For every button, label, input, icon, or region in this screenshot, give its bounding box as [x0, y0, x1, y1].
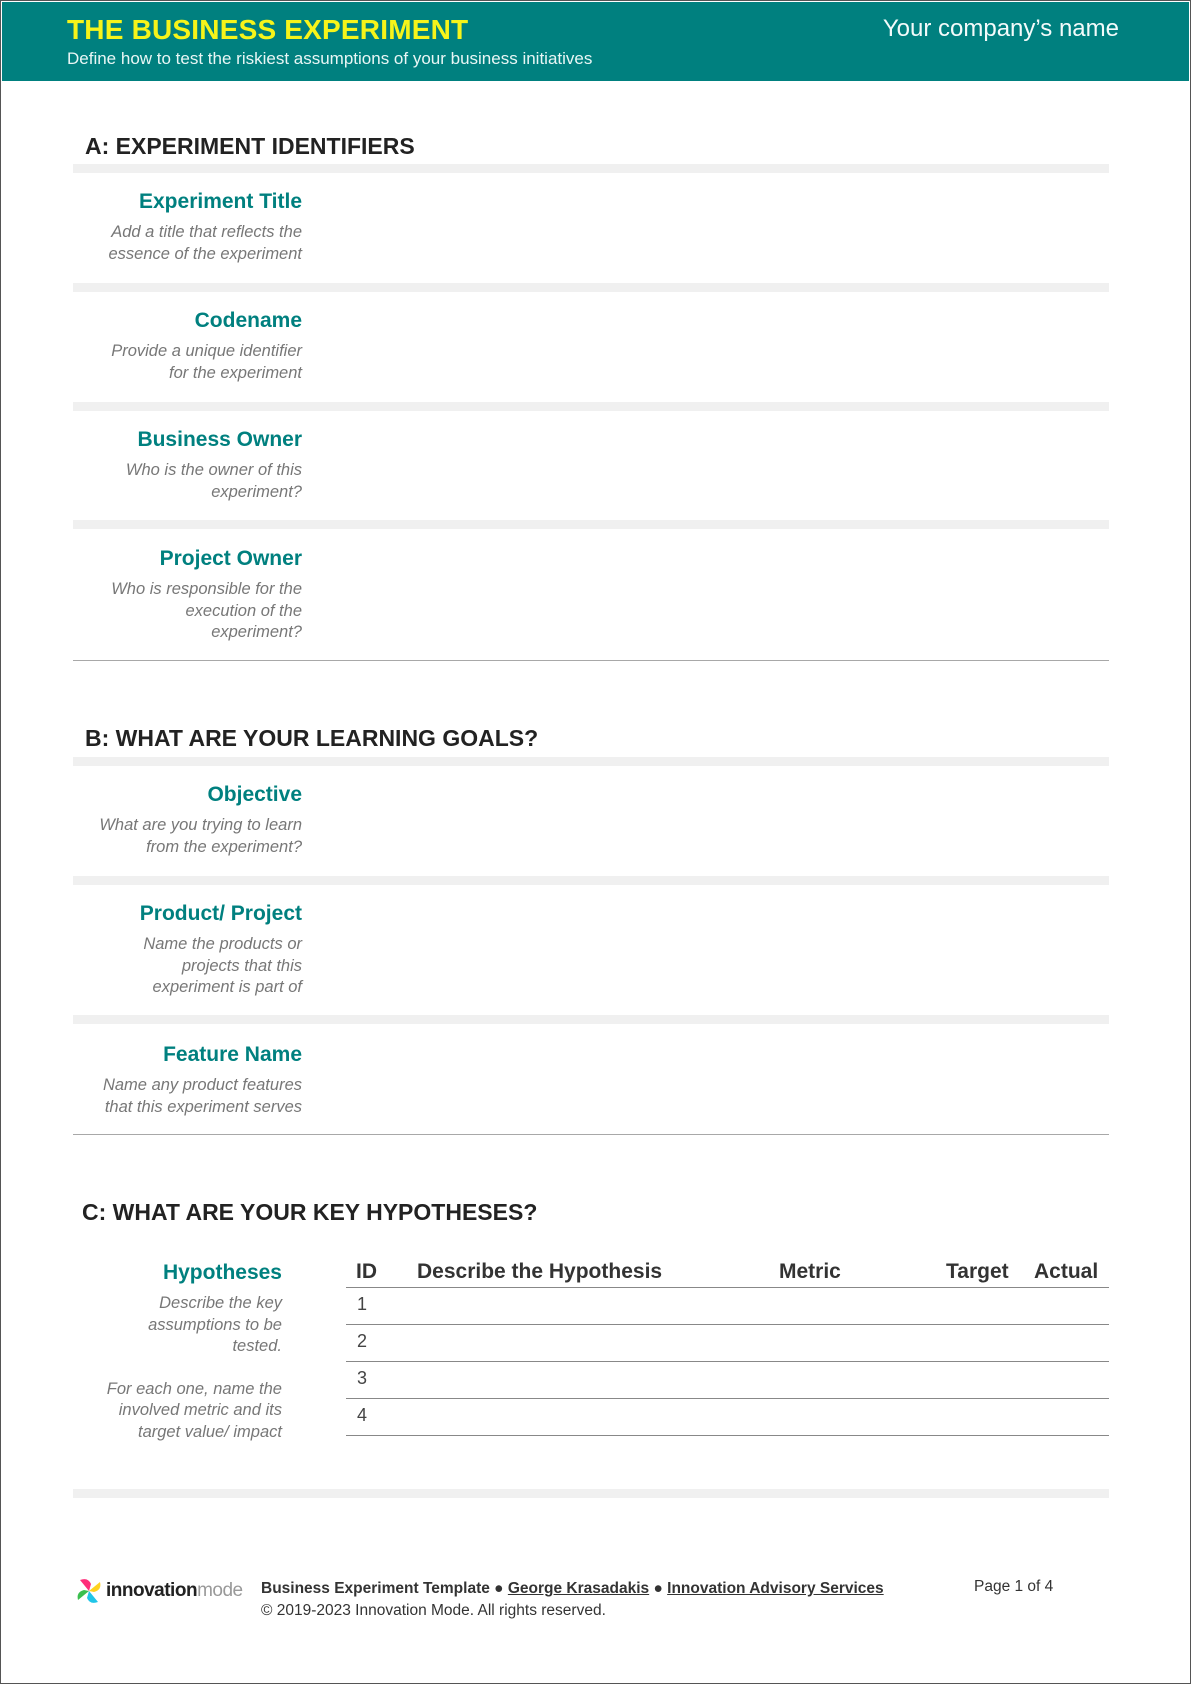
column-hypothesis: Describe the Hypothesis — [417, 1260, 663, 1283]
section-c-title: C: WHAT ARE YOUR KEY HYPOTHESES? — [82, 1199, 538, 1225]
field-product-project[interactable] — [80, 902, 302, 999]
field-codename[interactable] — [80, 309, 302, 384]
row-id: 1 — [357, 1294, 368, 1314]
hypotheses-table — [346, 1256, 1109, 1436]
field-description: What are you trying to learn from the experiment? — [99, 816, 302, 856]
bullet-separator: ● — [494, 1580, 504, 1597]
section-end-rule — [73, 1134, 1109, 1135]
footer-credits — [261, 1578, 884, 1622]
section-end-rule — [73, 660, 1109, 661]
row-id: 4 — [357, 1405, 368, 1425]
copyright: © 2019-2023 Innovation Mode. All rights reserved. — [261, 1602, 606, 1619]
field-divider — [73, 1015, 1109, 1024]
field-label: Business Owner — [137, 428, 302, 451]
field-description: Add a title that reflects the essence of the experiment — [108, 223, 302, 263]
field-label: Codename — [194, 309, 302, 332]
field-experiment-title[interactable] — [80, 190, 302, 265]
table-row[interactable] — [346, 1288, 1109, 1325]
field-hypotheses — [60, 1261, 282, 1443]
field-business-owner[interactable] — [80, 428, 302, 503]
document-subtitle: Define how to test the riskiest assumptions of your business initiatives — [67, 49, 593, 68]
field-divider — [73, 283, 1109, 292]
field-feature-name[interactable] — [80, 1043, 302, 1118]
field-description: Who is responsible for the execution of the experiment? — [111, 580, 302, 641]
field-divider — [73, 876, 1109, 885]
table-header — [346, 1256, 1109, 1288]
page-header — [2, 2, 1189, 81]
template-name: Business Experiment Template — [261, 1580, 490, 1597]
field-project-owner[interactable] — [80, 547, 302, 644]
field-description: Name any product features that this experiment serves — [102, 1076, 302, 1116]
field-description: Who is the owner of this experiment? — [125, 461, 302, 501]
column-id: ID — [356, 1260, 377, 1283]
column-actual: Actual — [1034, 1260, 1099, 1283]
page-number: Page 1 of 4 — [974, 1578, 1054, 1595]
field-description: Name the products or projects that this experiment is part of — [143, 935, 302, 996]
bullet-separator: ● — [653, 1580, 663, 1597]
field-label: Feature Name — [163, 1043, 302, 1066]
field-label: Experiment Title — [139, 190, 302, 213]
field-label: Product/ Project — [139, 902, 302, 925]
field-label: Objective — [207, 783, 302, 806]
section-b-title: B: WHAT ARE YOUR LEARNING GOALS? — [85, 725, 539, 751]
field-divider — [73, 520, 1109, 529]
services-link[interactable]: Innovation Advisory Services — [667, 1580, 884, 1597]
section-divider — [73, 1489, 1109, 1498]
field-divider — [73, 402, 1109, 411]
section-a-title: A: EXPERIMENT IDENTIFIERS — [85, 133, 415, 159]
field-label: Hypotheses — [162, 1261, 282, 1284]
row-id: 3 — [357, 1368, 368, 1388]
table-row[interactable] — [346, 1399, 1109, 1436]
section-divider — [73, 757, 1109, 766]
column-metric: Metric — [779, 1260, 841, 1283]
field-label: Project Owner — [159, 547, 302, 570]
row-id: 2 — [357, 1331, 368, 1351]
company-name[interactable]: Your company’s name — [882, 15, 1119, 42]
section-divider — [73, 164, 1109, 173]
logo-wordmark: innovationmode — [106, 1580, 243, 1601]
table-row[interactable] — [346, 1362, 1109, 1399]
author-link[interactable]: George Krasadakis — [507, 1580, 650, 1597]
field-description: Describe the key assumptions to be tested. For each one, name the involved metric and its target value/ impact — [106, 1294, 282, 1441]
document-title: THE BUSINESS EXPERIMENT — [67, 14, 469, 45]
field-objective[interactable] — [80, 783, 302, 858]
innovation-mode-logo — [76, 1576, 243, 1606]
table-row[interactable] — [346, 1325, 1109, 1362]
column-target: Target — [946, 1260, 1009, 1283]
field-description: Provide a unique identifier for the experiment — [111, 342, 302, 382]
pinwheel-logo-icon — [76, 1576, 102, 1606]
